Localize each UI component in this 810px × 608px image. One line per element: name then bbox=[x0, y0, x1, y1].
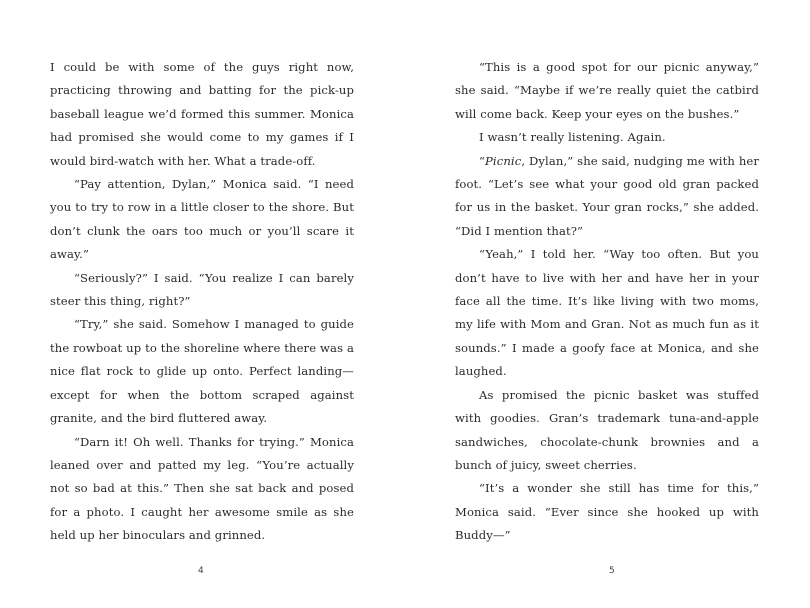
paragraph: “Pay attention, Dylan,” Monica said. “I need you to try to row in a little closer to the shore. But don’t clunk the oars too much or you’ll scare it away.” bbox=[50, 177, 354, 262]
italic-word: Picnic bbox=[485, 153, 522, 168]
paragraph: I wasn’t really listening. Again. bbox=[479, 130, 666, 145]
paragraph-rest: , Dylan,” she said, nudging me with her foot. “Let’s see what your good old gran packed for us in the basket. Your gran rocks,” she added. “Did I mention that?” bbox=[455, 153, 759, 238]
paragraph bbox=[455, 150, 759, 244]
paragraph: “Try,” she said. Somehow I managed to guide the rowboat up to the shoreline where there was a nice flat rock to glide up onto. Perfect landing—except for when the bottom scraped against granite, and the bird fluttered away. bbox=[50, 317, 354, 426]
paragraph: “Darn it! Oh well. Thanks for trying.” Monica leaned over and patted my leg. “You’re actually not so bad at this.” Then she sat back and posed for a photo. I caught her awesome smile as she held up her binoculars and grinned. bbox=[50, 434, 354, 543]
left-page-text bbox=[50, 56, 354, 548]
paragraph: “This is a good spot for our picnic anyway,” she said. “Maybe if we’re really quiet the catbird will come back. Keep your eyes on the bushes.” bbox=[455, 60, 759, 121]
page-number: 4 bbox=[198, 566, 204, 576]
right-page-text bbox=[455, 56, 759, 548]
paragraph: “Yeah,” I told her. “Way too often. But you don’t have to live with her and have her in your face all the time. It’s like living with two moms, my life with Mom and Gran. Not as much fun as it sounds.” I made a goofy face at Monica, and she laughed. bbox=[455, 247, 759, 379]
paragraph: “Seriously?” I said. “You realize I can barely steer this thing, right?” bbox=[50, 270, 354, 309]
paragraph: “It’s a wonder she still has time for this,” Monica said. “Ever since she hooked up with Buddy—” bbox=[455, 481, 759, 543]
paragraph: I could be with some of the guys right now, practicing throwing and batting for the pick-up baseball league we’d formed this summer. Monica had promised she would come to my games if I would bird-watch with her. What a trade-off. bbox=[50, 60, 354, 168]
page-number: 5 bbox=[609, 566, 615, 576]
paragraph: As promised the picnic basket was stuffed with goodies. Gran’s trademark tuna-and-apple sandwiches, chocolate-chunk brownies and a bunch of juicy, sweet cherries. bbox=[455, 387, 759, 472]
open-quote: “ bbox=[479, 153, 486, 168]
right-page bbox=[405, 0, 810, 608]
